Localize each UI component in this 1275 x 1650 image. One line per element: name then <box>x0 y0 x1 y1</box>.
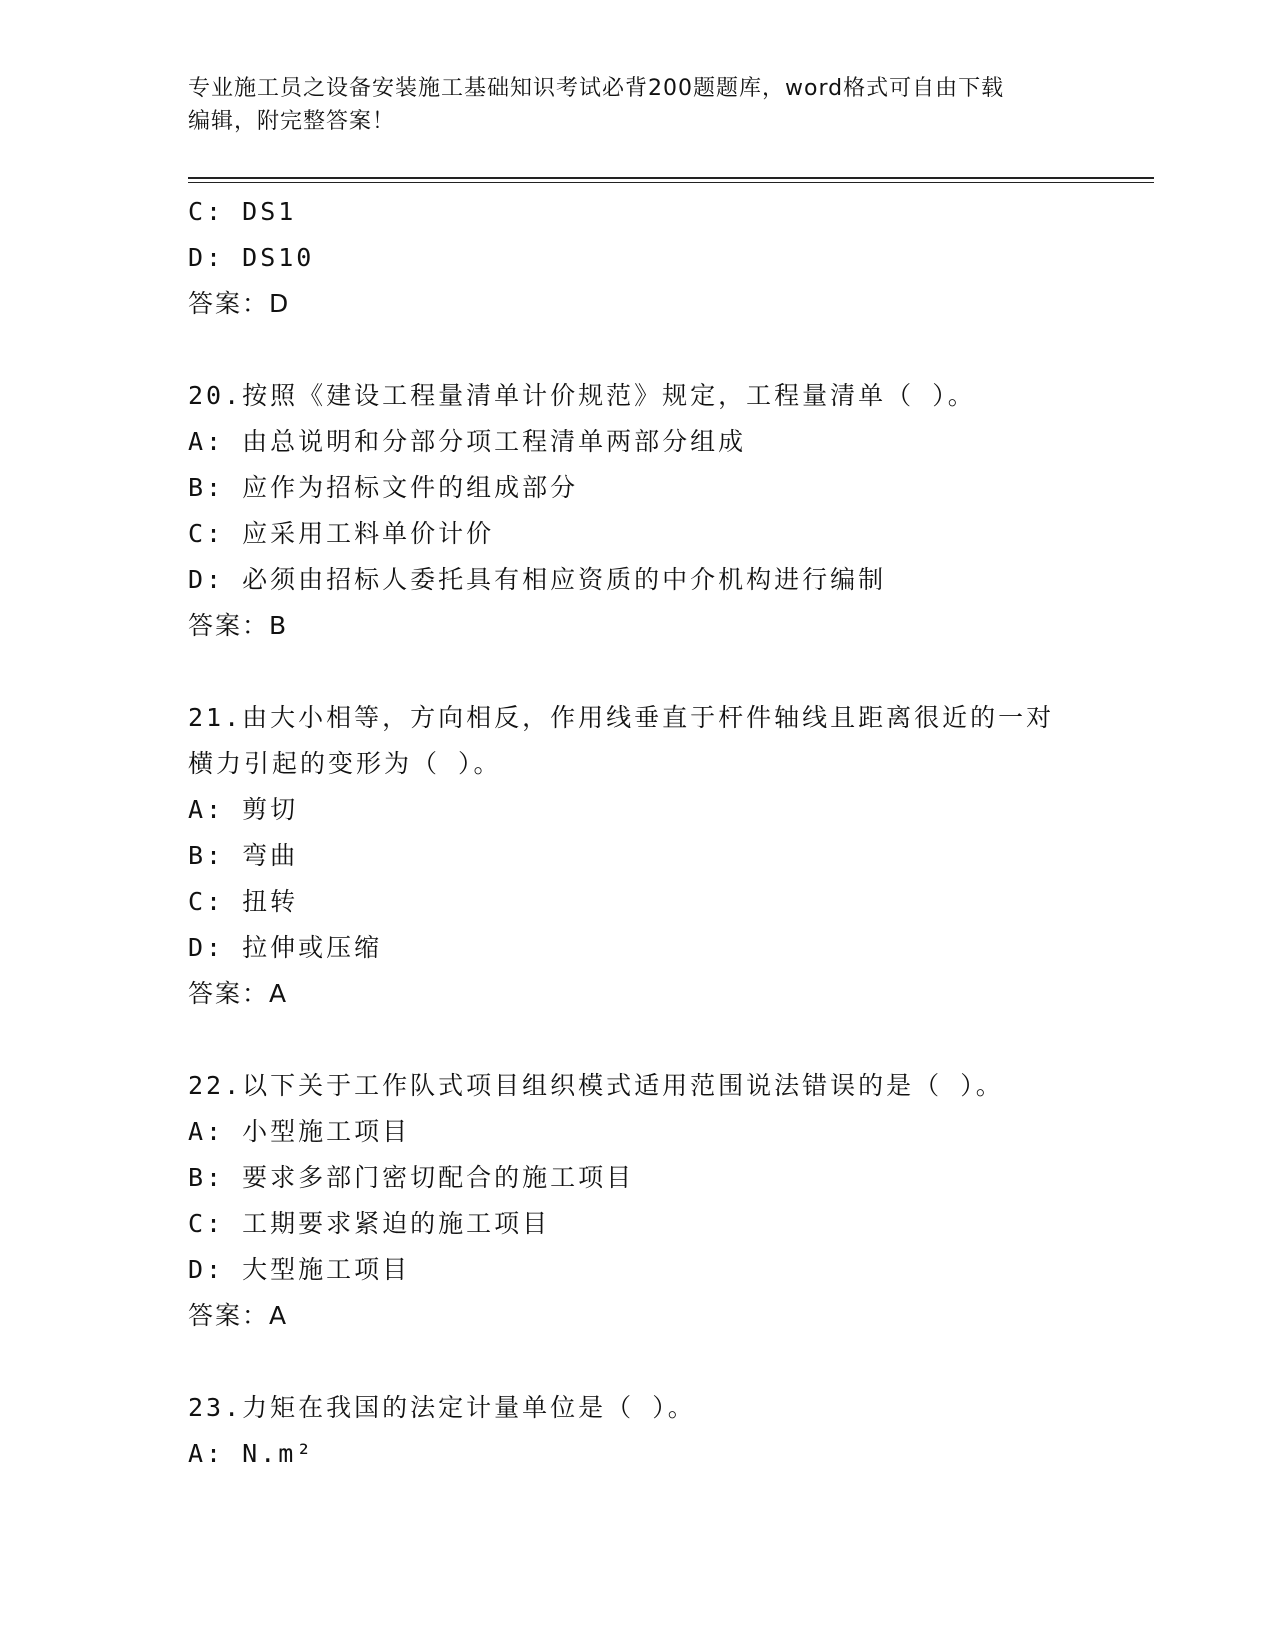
option-c: C: 工期要求紧迫的施工项目 <box>188 1209 551 1238</box>
spacer <box>188 1017 1148 1063</box>
answer: 答案：D <box>188 289 291 318</box>
header-title-line-2: 编辑，附完整答案！ <box>188 109 396 134</box>
answer: 答案：A <box>188 979 289 1008</box>
question-20 <box>188 373 1148 649</box>
spacer <box>188 649 1148 695</box>
option-a: A: 剪切 <box>188 795 299 824</box>
spacer <box>188 327 1148 373</box>
option-a: A: N.m² <box>188 1439 315 1468</box>
question-stem: 23.力矩在我国的法定计量单位是（ ）。 <box>188 1393 696 1422</box>
header-title-line-1: 专业施工员之设备安装施工基础知识考试必背200题题库，word格式可自由下载 <box>188 76 1005 101</box>
option-a: A: 小型施工项目 <box>188 1117 411 1146</box>
answer: 答案：A <box>188 1301 289 1330</box>
answer: 答案：B <box>188 611 289 640</box>
question-stem: 20.按照《建设工程量清单计价规范》规定，工程量清单（ ）。 <box>188 381 976 410</box>
option-d: D: 拉伸或压缩 <box>188 933 383 962</box>
document-header <box>188 72 1088 138</box>
question-list <box>188 189 1148 1477</box>
option-b: B: 应作为招标文件的组成部分 <box>188 473 579 502</box>
question-stem: 22.以下关于工作队式项目组织模式适用范围说法错误的是（ ）。 <box>188 1071 1004 1100</box>
option-b: B: 要求多部门密切配合的施工项目 <box>188 1163 635 1192</box>
option-c: C: 扭转 <box>188 887 299 916</box>
option-c: C: DS1 <box>188 197 297 226</box>
question-23 <box>188 1385 1148 1477</box>
question-22 <box>188 1063 1148 1339</box>
question-stem-line-2: 横力引起的变形为（ ）。 <box>188 749 502 778</box>
option-c: C: 应采用工料单价计价 <box>188 519 495 548</box>
option-a: A: 由总说明和分部分项工程清单两部分组成 <box>188 427 747 456</box>
question-21 <box>188 695 1148 1017</box>
question-19 <box>188 189 1148 327</box>
option-d: D: 大型施工项目 <box>188 1255 411 1284</box>
option-d: D: DS10 <box>188 243 315 272</box>
option-b: B: 弯曲 <box>188 841 299 870</box>
header-divider-thin <box>188 182 1154 183</box>
option-d: D: 必须由招标人委托具有相应资质的中介机构进行编制 <box>188 565 887 594</box>
header-divider-thick <box>188 177 1154 179</box>
spacer <box>188 1339 1148 1385</box>
question-stem-line-1: 21.由大小相等，方向相反，作用线垂直于杆件轴线且距离很近的一对 <box>188 703 1055 732</box>
